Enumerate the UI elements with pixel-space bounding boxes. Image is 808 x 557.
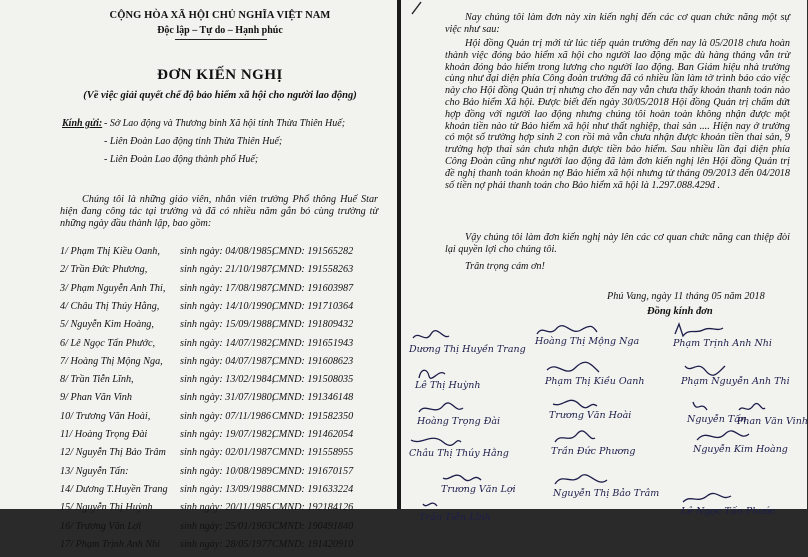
signature (535, 320, 639, 347)
person-row (60, 392, 380, 410)
person-birthdate: sinh ngày: 04/08/1985, (180, 246, 275, 257)
person-row (60, 411, 380, 429)
motto: Độc lập – Tự do – Hạnh phúc (157, 25, 283, 36)
person-id-number: CMND: 191462054 (272, 429, 354, 440)
person-row (60, 338, 380, 356)
person-row (60, 301, 380, 319)
intro-paragraph: Chúng tôi là những giáo viên, nhân viên trường Phổ thông Huế Star hiện đang công tác tại trường và đã có nhiều năm gắn bó cùng trường từ những ngày đầu thành lập, bao gồm: (60, 194, 378, 229)
person-birthdate: sinh ngày: 14/10/1990, (180, 300, 275, 312)
person-id-number: CMND: 192184126 (272, 502, 354, 514)
signature (681, 490, 775, 517)
motto-underline (175, 39, 267, 40)
person-row (60, 447, 380, 465)
person-id-number: CMND: 191651943 (272, 337, 354, 349)
person-id-number: CMND: 191565282 (272, 246, 354, 257)
person-id-number: CMND: 191809432 (272, 319, 354, 331)
signature (673, 322, 772, 349)
person-name: 17/ Phạm Trịnh Anh Nhi (60, 538, 161, 550)
person-birthdate: sinh ngày: 21/10/1987, (180, 264, 275, 276)
signature (415, 364, 481, 391)
person-id-number: CMND: 191558955 (272, 447, 354, 459)
person-name: 5/ Nguyễn Kim Hoàng, (60, 319, 154, 331)
person-row (60, 264, 380, 282)
recipient-line: - Liên Đoàn Lao động tỉnh Thừa Thiên Huế; (104, 136, 283, 147)
person-row (60, 246, 380, 264)
recipient-line: - Sở Lao động và Thương binh Xã hội tỉnh Thừa Thiên Huế; (104, 118, 346, 129)
person-id-number: CMND: 191633224 (272, 483, 354, 495)
signer-name: Nguyễn Tấn (687, 414, 747, 425)
person-name: 3/ Phạm Nguyễn Anh Thi, (60, 282, 166, 294)
person-row (60, 502, 380, 520)
signature (417, 400, 500, 427)
signature (549, 394, 631, 421)
pen-mark-icon (409, 0, 429, 16)
person-row (60, 283, 380, 301)
signer-name: Lê Thị Huỳnh (415, 380, 481, 391)
signature (551, 430, 636, 457)
person-id-number: CMND: 191420910 (272, 538, 354, 550)
paragraph-details: Hội đồng Quản trị mới từ lúc tiếp quản trường đến nay là 05/2018 chưa hoàn thành việc đóng bảo hiểm xã hội cho người lao động mặc dù hàng tháng vẫn trừ khoản đóng bảo hiểm trong lương cho người lao động. Ban Giám hiệu nhà trường cùng như đại diện phía Công đoàn trường đã có nhiều lần làm tờ trình báo cáo việc này cho Hội đồng Quản trị nhưng cho đến nay vẫn chưa thấy khoản thanh toán nào cho Bảo hiểm Xã hội. Được biết đến ngày 30/05/2018 Hội đồng Quản trị chấm dứt hợp đồng với người lao động nhưng chúng tôi hoàn toàn không nhận được một khoản tiền nào từ Bảo hiểm xã hội như thất nghiệp, thai sản .... Hiện nay ở trường có một số trường hợp sinh 2 con rồi mà vẫn chưa nhận được khoản tiền thai sản, 9 trường hợp thai sản chưa nhận được tiền bảo hiểm. Sau nhiều lần đại diện phía Công Đoàn cũng như người lao động đã làm đơn kiến nghị lên Hội đồng Quản trị đề nghị thanh toán khoản nợ Bảo hiểm xã hội nhưng từ tháng 09/2013 đến 04/2018 số tiền nợ phải thanh toán cho Bảo hiểm xã hội là 1.297.088.429đ . (445, 38, 790, 191)
person-id-number: CMND: 190491840 (272, 520, 354, 532)
signer-name: Hoàng Thị Mộng Nga (535, 336, 640, 347)
signer-name: Phạm Trịnh Anh Nhi (673, 338, 772, 349)
person-row (60, 521, 380, 539)
person-birthdate: sinh ngày: 02/01/1987 (180, 447, 272, 459)
signer-name: Châu Thị Thúy Hằng (409, 448, 509, 459)
signature (553, 472, 659, 499)
person-birthdate: sinh ngày: 04/07/1987, (180, 355, 275, 367)
person-id-number: CMND: 191608623 (272, 355, 354, 367)
recipient-line: - Liên Đoàn Lao động thành phố Huế; (104, 154, 259, 165)
signature (681, 360, 790, 387)
person-birthdate: sinh ngày: 15/09/1988, (180, 319, 275, 331)
person-birthdate: sinh ngày: 10/08/1989 (180, 465, 272, 477)
person-row (60, 356, 380, 374)
signature (737, 400, 808, 427)
signer-name: Trương Văn Hoài (549, 410, 632, 421)
person-name: 1/ Phạm Thị Kiều Oanh, (60, 246, 160, 257)
paragraph-request: Nay chúng tôi làm đơn này xin kiến nghị đến các cơ quan chức năng một sự việc như sau: (445, 12, 790, 35)
signer-name: Trần Tiễn Lĩnh (419, 512, 491, 523)
signature (441, 468, 516, 495)
person-id-number: CMND: 191603987 (272, 282, 354, 294)
person-name: 10/ Trương Văn Hoài, (60, 410, 151, 422)
signer-name: Phạm Nguyễn Anh Thi (681, 376, 790, 387)
signer-name: Nguyễn Thị Bảo Trâm (553, 488, 660, 499)
person-name: 8/ Trần Tiễn Lĩnh, (60, 374, 134, 386)
signer-name: Nguyễn Kim Hoàng (693, 444, 788, 455)
person-row (60, 539, 380, 557)
person-row (60, 374, 380, 392)
person-name: 16/ Trương Văn Lợi (60, 520, 142, 532)
person-birthdate: sinh ngày: 17/08/1987, (180, 282, 275, 294)
document-title: ĐƠN KIẾN NGHỊ (157, 67, 283, 83)
signature (419, 496, 491, 523)
signer-name: Trương Văn Lợi (441, 484, 516, 495)
person-birthdate: sinh ngày: 25/01/1963 (180, 520, 272, 532)
signer-name: Lê Ngọc Tấn Phước (681, 506, 776, 517)
person-row (60, 319, 380, 337)
person-birthdate: sinh ngày: 19/07/1982, (180, 429, 275, 440)
person-id-number: CMND: 191670157 (272, 465, 354, 477)
person-name: 6/ Lê Ngọc Tấn Phước, (60, 337, 156, 349)
person-row (60, 429, 380, 447)
person-birthdate: sinh ngày: 28/05/1977 (180, 538, 272, 550)
paragraph-petition: Vậy chúng tôi làm đơn kiến nghị này lên các cơ quan chức năng can thiệp đòi lại quyền lợi cho chúng tôi. (445, 232, 790, 255)
person-id-number: CMND: 191558263 (272, 264, 354, 276)
person-name: 7/ Hoàng Thị Mộng Nga, (60, 355, 163, 367)
person-id-number: CMND: 191346148 (272, 392, 354, 404)
nation-header: CỘNG HÒA XÃ HỘI CHỦ NGHĨA VIỆT NAM (109, 10, 331, 21)
person-id-number: CMND: 191582350 (272, 410, 354, 422)
person-name: 13/ Nguyễn Tấn: (60, 465, 129, 477)
recipients-label: Kính gửi: (62, 118, 103, 129)
person-name: 12/ Nguyễn Thị Bảo Trâm (60, 447, 166, 459)
person-id-number: CMND: 191710364 (272, 300, 354, 312)
document-subtitle: (Về việc giải quyết chế độ bảo hiểm xã hội cho người lao động) (83, 90, 357, 101)
person-name: 14/ Dương T.Huyền Trang (60, 483, 168, 495)
person-name: 9/ Phan Văn Vinh (60, 392, 132, 404)
person-birthdate: sinh ngày: 31/07/1980, (180, 392, 275, 404)
person-id-number: CMND: 191508035 (272, 374, 354, 386)
person-row (60, 484, 380, 502)
person-birthdate: sinh ngày: 07/11/1986 (180, 410, 271, 422)
person-name: 4/ Châu Thị Thúy Hằng, (60, 300, 160, 312)
right-page (401, 0, 808, 523)
person-name: 15/ Nguyễn Thị Huỳnh (60, 502, 153, 514)
place-date: Phú Vang, ngày 11 tháng 05 năm 2018 (607, 291, 765, 302)
person-birthdate: sinh ngày: 14/07/1982, (180, 337, 275, 349)
person-birthdate: sinh ngày: 13/09/1988 (180, 483, 272, 495)
signature (693, 428, 788, 455)
person-birthdate: sinh ngày: 13/02/1984, (180, 374, 275, 386)
signature (545, 360, 645, 387)
signature (409, 328, 526, 355)
person-birthdate: sinh ngày: 20/11/1985 (180, 502, 271, 514)
signer-name: Hoàng Trọng Đài (417, 416, 501, 427)
signature-area (401, 320, 808, 523)
signer-name: Dương Thị Huyền Trang (409, 344, 526, 355)
signers-header: Đồng kính đơn (647, 306, 713, 317)
paragraph-thanks: Trân trọng cám ơn! (465, 261, 545, 272)
left-page (0, 0, 397, 550)
person-row (60, 466, 380, 484)
signature (409, 432, 509, 459)
signer-name: Phạm Thị Kiều Oanh (545, 376, 645, 387)
person-name: 11/ Hoàng Trọng Đài (60, 429, 148, 440)
signer-name: Trần Đức Phương (551, 446, 636, 457)
signer-name: Phan Văn Vinh (737, 416, 808, 427)
person-name: 2/ Trần Đức Phương, (60, 264, 148, 276)
